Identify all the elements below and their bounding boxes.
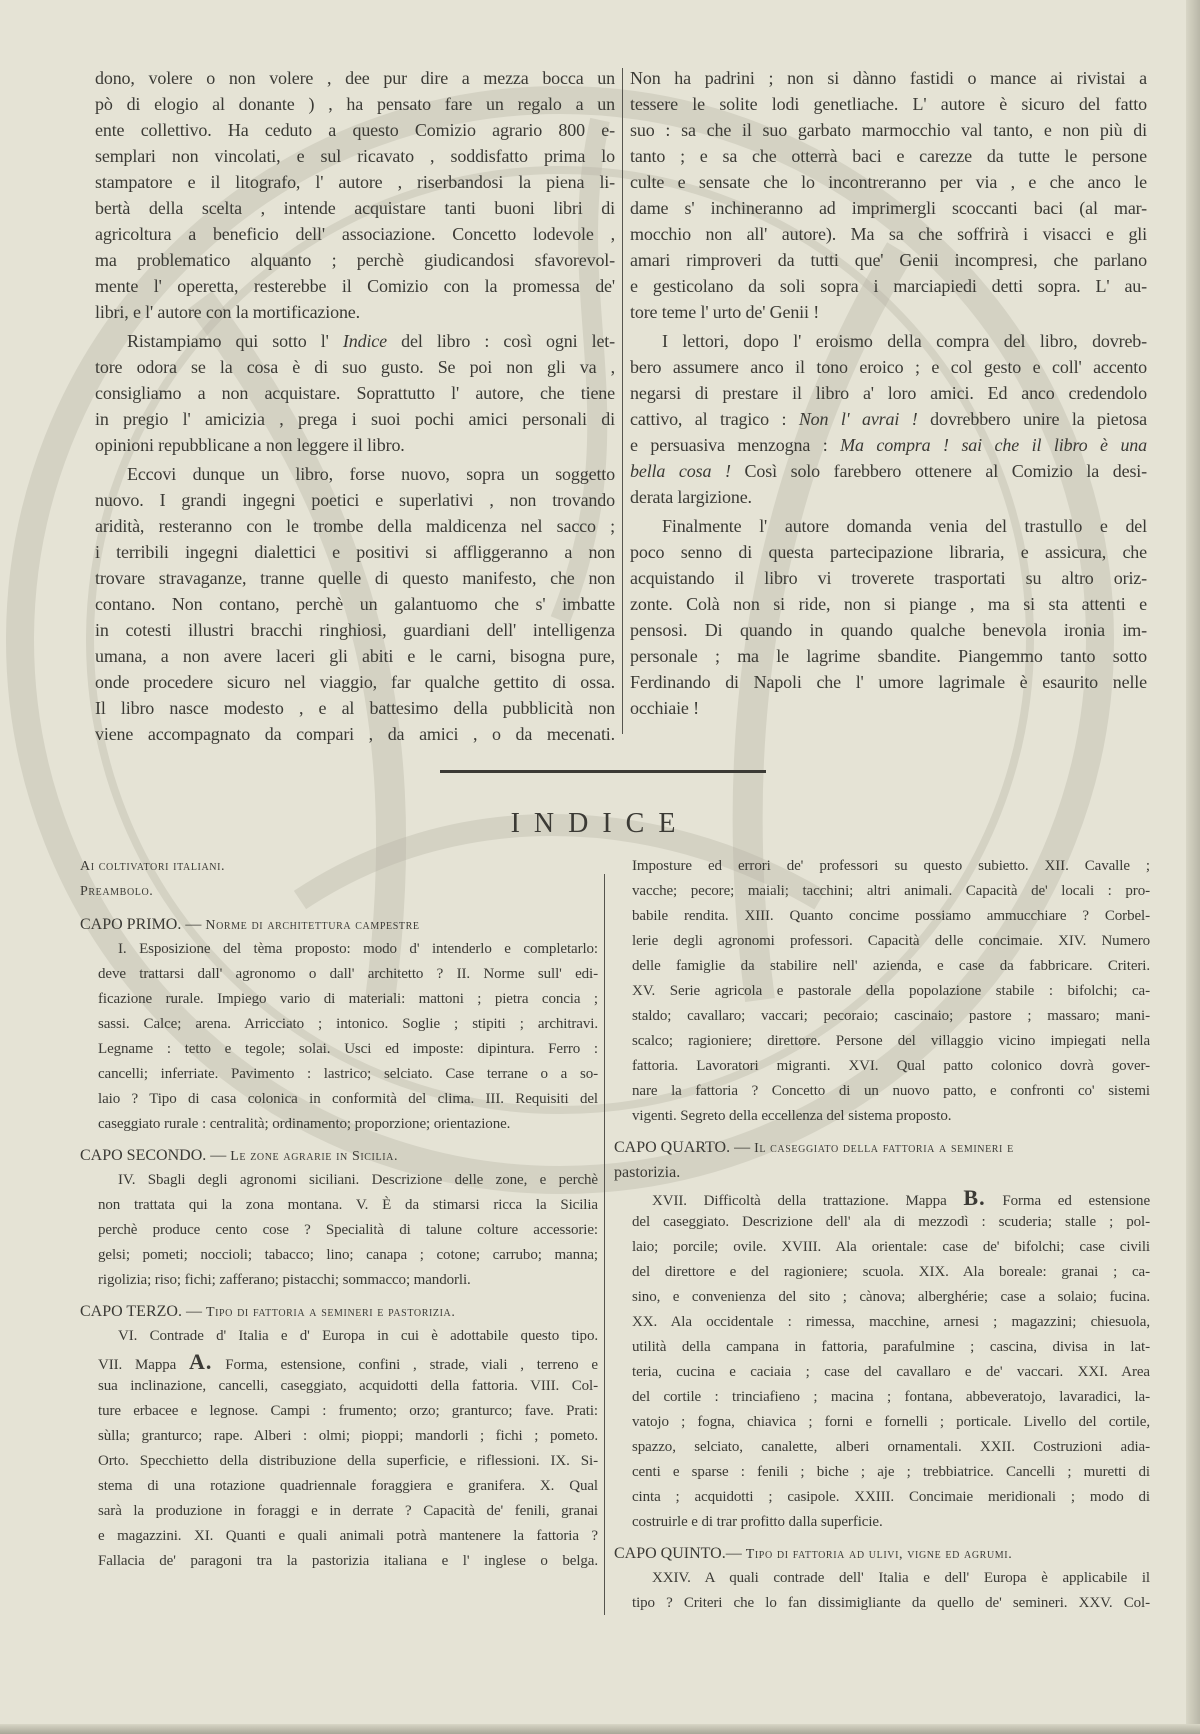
text-line: IV. Sbagli degli agronomi siciliani. Descrizione delle zone, e perchè — [118, 1172, 598, 1188]
text-line: scalco; ragioniere; direttore. Persone del villaggio vicino impiegati nella — [632, 1033, 1150, 1049]
text-line: XXIV. A quali contrade dell' Italia e dell' Europa è applicabile il — [652, 1570, 1150, 1586]
text-segment: Così solo farebbero ottenere al Comizio la desi- — [730, 461, 1147, 481]
text-line: rigolizia; riso; fichi; zafferano; pistacchi; sommacco; mandorli. — [98, 1272, 471, 1288]
text-line: tanto ; e sa che otterrà baci e carezze da tutte le persone — [630, 146, 1147, 166]
text-line: caseggiato rurale : centralità; ordinamento; proporzione; orientazione. — [98, 1116, 511, 1132]
text-line: mente l' operetta, resterebbe il Comizio con la promessa de' — [95, 276, 615, 296]
text-segment: dovrebbero unire la pietosa — [917, 409, 1147, 429]
text-line: Eccovi dunque un libro, forse nuovo, sopra un soggetto — [127, 464, 615, 484]
text-line: in pregio l' amicizia , prega i suoi pochi amici personali di — [95, 409, 615, 429]
italic-text: Ma compra ! sai che il libro è una — [840, 435, 1147, 455]
text-line: Finalmente l' autore domanda venia del trastullo e del — [662, 516, 1147, 536]
text-line: sarà la produzione in foraggi e in derrate ? Capacità de' fenili, granai — [98, 1503, 598, 1519]
text-line: personale ; ma le lagrime sbandite. Piangemmo tanto sotto — [630, 646, 1147, 666]
text-line — [98, 1349, 598, 1374]
text-line: umana, a non avere laceri gli abiti e le carni, bisogna pure, — [95, 646, 615, 666]
chapter-heading — [614, 1541, 1150, 1566]
text-line: pensosi. Di quando in quando qualche benevola ironia im- — [630, 620, 1147, 640]
text-line: dono, volere o non volere , dee pur dire a mezza bocca un — [95, 68, 615, 88]
text-line: utilità della campana in fattoria, parafulmine ; cascina, divisa in lat- — [632, 1339, 1150, 1355]
text-segment: del libro : così ogni let- — [386, 331, 616, 351]
paragraph — [98, 1168, 598, 1293]
italic-text: Non l' avrai ! — [798, 409, 918, 429]
text-line: amari rimproveri da tutti que' Genii incompresi, che parlano — [630, 250, 1147, 270]
column-divider — [622, 68, 623, 734]
text-line: ente collettivo. Ha ceduto a questo Comizio agrario 800 e- — [95, 120, 615, 140]
text-line: sino, e convenienza del sito ; cànova; alberghérie; case a solaio; fucina. — [632, 1289, 1150, 1305]
chapter-number: CAPO PRIMO. — — [80, 916, 206, 933]
text-line: tore teme l' urto de' Genii ! — [630, 302, 820, 322]
text-line: sassi. Calce; arena. Arricciato ; intonico. Soglie ; stipiti ; architravi. — [98, 1016, 598, 1032]
text-line: mocchio non all' autore). Ma sa che soffrirà i visacci e gli — [630, 224, 1147, 244]
text-line: ficazione rurale. Impiego vario di materiali: mattoni ; pietra concia ; — [98, 991, 598, 1007]
text-line: non trattata qui la zona montana. V. È da stimarsi ricca la Sicilia — [98, 1197, 598, 1213]
text-line: del caseggiato. Descrizione dell' ala di mezzodì : scuderia; stalle ; pol- — [632, 1214, 1150, 1230]
paragraph — [632, 854, 1150, 1129]
chapter-number: CAPO SECONDO. — — [80, 1147, 231, 1164]
text-line: i terribili ingegni dialettici e positivi si affliggeranno a non — [95, 542, 615, 562]
text-line: acquistando il libro vi troverete trasportati su altro oriz- — [630, 568, 1147, 588]
chapter-heading — [80, 912, 598, 937]
paragraph — [98, 1324, 598, 1574]
text-line: vatojo ; fogna, chiavica ; forni e fornelli ; porticale. Livello del cortile, — [632, 1414, 1150, 1430]
map-letter: A. — [189, 1349, 213, 1374]
text-line: in cotesti illustri bracchi ringhiosi, guardiani dell' intelligenza — [95, 620, 615, 640]
chapter-heading — [80, 1299, 598, 1324]
paragraph — [632, 1566, 1150, 1616]
text-line: viene accompagnato da compari , da amici , o da mecenati. — [95, 724, 615, 744]
chapter-title: Norme di architettura campestre — [205, 918, 420, 933]
text-line — [95, 328, 615, 354]
text-line: zonte. Colà non si ride, non si piange , ma si sta attenti e — [630, 594, 1147, 614]
text-line: tipo ? Criteri che lo fan dissimigliante da quello de' semineri. XXV. Col- — [632, 1595, 1150, 1611]
paragraph — [95, 328, 615, 458]
text-line: staldo; cavallaro; vaccari; pecoraio; cascinaio; pastore ; massaro; mani- — [632, 1008, 1150, 1024]
text-line: negarsi di prestare il libro a' loro amici. Ed anco credendolo — [630, 383, 1147, 403]
paragraph — [98, 937, 598, 1137]
text-line: sua inclinazione, cancelli, caseggiato, acquidotti della fattoria. VIII. Col- — [98, 1378, 598, 1394]
text-segment: Ristampiamo qui sotto l' — [127, 331, 343, 351]
page-edge — [1186, 0, 1200, 1734]
paragraph — [630, 65, 1147, 325]
text-line: suo : sa che il suo garbato marmocchio val tanto, e non più di — [630, 120, 1147, 140]
text-line: opinioni repubblicane a non leggere il libro. — [95, 435, 405, 455]
text-line: I. Esposizione del tèma proposto: modo d' intenderlo e completarlo: — [118, 941, 598, 957]
text-line: lerie degli agronomi professori. Capacità delle concimaie. XIV. Numero — [632, 933, 1150, 949]
text-line: vacche; pecore; maiali; tacchini; altri animali. Capacità de' locali : pro- — [632, 883, 1150, 899]
article-column-right — [630, 65, 1147, 724]
chapter-number: CAPO QUARTO. — — [614, 1139, 755, 1156]
text-segment: Forma, estensione, confini , strade, viali , terreno e — [212, 1357, 598, 1373]
article-column-left — [95, 65, 615, 750]
text-line: Il libro nasce modesto , e al battesimo della pubblicità non — [95, 698, 615, 718]
chapter-title: Il caseggiato della fattoria a semineri e — [754, 1141, 1014, 1156]
chapter-title: Tipo di fattoria ad ulivi, vigne ed agrumi. — [745, 1547, 1013, 1562]
text-line: costruirle e di trar profitto dalla superficie. — [632, 1514, 883, 1530]
text-line: Non ha padrini ; non si dànno fastidi o mance ai rivistai a — [630, 68, 1147, 88]
text-line: Imposture ed errori de' professori su questo subietto. XII. Cavalle ; — [632, 858, 1150, 874]
text-line: ture erbacee e legnose. Campi : frumento; orzo; granturco; fave. Prati: — [98, 1403, 598, 1419]
italic-text: bella cosa ! — [630, 461, 731, 481]
index-column-divider — [604, 874, 605, 1615]
section-rule — [440, 770, 766, 773]
text-line: vigenti. Segreto della eccellenza del sistema proposto. — [632, 1108, 952, 1124]
text-line: libri, e l' autore con la mortificazione. — [95, 302, 360, 322]
text-line: onde procedere sicuro nel viaggio, far qualche gettito di ossa. — [95, 672, 615, 692]
chapter-title: Tipo di fattoria a semineri e pastorizia. — [205, 1305, 456, 1320]
text-line: consigliamo a non acquistare. Soprattutto l' autore, che tiene — [95, 383, 615, 403]
text-line: spazzo, selciato, canalette, alberi ornamentali. XXII. Costruzioni adia- — [632, 1439, 1150, 1455]
chapter-number: CAPO TERZO. — — [80, 1303, 206, 1320]
text-line: fattoria. Lavoratori migranti. XVI. Qual patto colonico dovrà gover- — [632, 1058, 1150, 1074]
chapter-heading — [80, 1143, 598, 1168]
italic-text: Indice — [342, 331, 387, 351]
text-line: tessere le solite lodi genetliache. L' autore è sicuro del fatto — [630, 94, 1147, 114]
text-line: pò di elogio al donante ) , ha pensato fare un regalo a un — [95, 94, 615, 114]
text-line — [632, 1185, 1150, 1210]
index-entry: Preambolo. — [80, 884, 154, 899]
text-line: e magazzini. XI. Quanti e quali animali potrà mantenere la fattoria ? — [98, 1528, 598, 1544]
paragraph — [95, 65, 615, 325]
text-line: cinta ; acquidotti ; casipole. XXIII. Concimaie meridionali ; modo di — [632, 1489, 1150, 1505]
text-line: Fallacia de' paragoni tra la pastorizia italiana e l' inglese o belga. — [98, 1553, 598, 1569]
text-line: semplari non vincolati, e sul ricavato , soddisfatto prima lo — [95, 146, 615, 166]
text-line: e gesticolano da soli sopra i marciapiedi detti sopra. L' au- — [630, 276, 1147, 296]
text-line: dame s' inchineranno ad imprimergli scoccanti baci (al mar- — [630, 198, 1147, 218]
paragraph — [630, 328, 1147, 510]
paragraph — [632, 1185, 1150, 1535]
text-line: poco senno di questa partecipazione libraria, e assicura, che — [630, 542, 1147, 562]
text-line: laio; porcile; ovile. XVIII. Ala orientale: case de' bifolchi; case civili — [632, 1239, 1150, 1255]
text-line — [630, 406, 1147, 432]
text-line: deve trattarsi dall' agronomo o dall' architetto ? II. Norme sull' edi- — [98, 966, 598, 982]
text-line: stampatore e il litografo, l' autore , riserbandosi la piena li- — [95, 172, 615, 192]
text-line: delle famiglie da stabilire nell' azienda, e case da fabbricare. Criteri. — [632, 958, 1150, 974]
text-line: teria, cucina e caciaia ; case del cavallaro e de' vaccari. XXI. Area — [632, 1364, 1150, 1380]
text-line: Legname : tetto e tegole; solai. Usci ed imposte: dipintura. Ferro : — [98, 1041, 598, 1057]
page-edge-bottom — [0, 1724, 1200, 1734]
index-title: INDICE — [510, 808, 690, 839]
text-line: Ferdinando di Napoli che l' umore lagrimale è esaurito nelle — [630, 672, 1147, 692]
text-segment: VII. Mappa — [98, 1357, 190, 1373]
text-line: XX. Ala occidentale : rimessa, macchine, arnesi ; magazzini; chiesuola, — [632, 1314, 1150, 1330]
text-line: laio ? Tipo di casa colonica in conformità del clima. III. Requisiti del — [98, 1091, 598, 1107]
text-line: gelsi; pometi; noccioli; tabacco; lino; canapa ; cotone; carrubo; manna; — [98, 1247, 598, 1263]
text-line: del direttore e del ragioniere; scuola. XIX. Ala boreale: granai ; ca- — [632, 1264, 1150, 1280]
text-line — [630, 432, 1147, 458]
text-line: babile rendita. XIII. Quanto concime possiamo ammucchiare ? Corbel- — [632, 908, 1150, 924]
text-line: contano. Non contano, perchè un galantuomo che s' imbatte — [95, 594, 615, 614]
text-line: nare la fattoria ? Concetto di un nuovo patto, e confronti co' sistemi — [632, 1083, 1150, 1099]
text-line: sùlla; granturco; rape. Alberi : olmi; pioppi; mandorli ; fichi ; pometo. — [98, 1428, 598, 1444]
text-line: VI. Contrade d' Italia e d' Europa in cui è adottabile questo tipo. — [118, 1328, 598, 1344]
chapter-title: Le zone agrarie in Sicilia. — [230, 1149, 399, 1164]
text-line: culte e sensate che lo incontreranno per via , e che anco le — [630, 172, 1147, 192]
text-line: trovare stravaganze, tranne quelle di questo manifesto, che non — [95, 568, 615, 588]
index-column-left — [80, 854, 598, 1574]
text-line: tore odora se la cosa è di suo gusto. Se poi non gli va , — [95, 357, 615, 377]
text-segment: XVII. Difficoltà della trattazione. Mappa — [652, 1193, 964, 1209]
paragraph — [95, 461, 615, 747]
map-letter: B. — [963, 1185, 986, 1210]
text-line: cancelli; inferriate. Pavimento : lastrico; selciato. Case terrane o a so- — [98, 1066, 598, 1082]
text-line: nuovo. I grandi ingegni poetici e superlativi , non trovando — [95, 490, 615, 510]
text-line: Orto. Specchietto della distribuzione della superficie, e riflessioni. IX. Si- — [98, 1453, 598, 1469]
text-line — [630, 458, 1147, 484]
text-line: stema di una rotazione quadriennale foraggiera e granifera. X. Qual — [98, 1478, 598, 1494]
text-line: bertà della scelta , intende acquistare tanti buoni libri di — [95, 198, 615, 218]
text-line: perchè produce cento cose ? Specialità di talune colture accessorie: — [98, 1222, 598, 1238]
text-line: ma problematico alquanto ; perchè giudicandosi sfavorevol- — [95, 250, 615, 270]
text-line: I lettori, dopo l' eroismo della compra del libro, dovreb- — [662, 331, 1147, 351]
chapter-title-continued: pastorizia. — [614, 1164, 681, 1181]
chapter-number: CAPO QUINTO.— — [614, 1545, 746, 1562]
text-line: derata largizione. — [630, 487, 752, 507]
text-segment: Forma ed estensione — [985, 1193, 1151, 1209]
text-line: aridità, resteranno con le trombe della maldicenza nel sacco ; — [95, 516, 615, 536]
text-line: occhiaie ! — [630, 698, 699, 718]
text-line: agricoltura a beneficio dell' associazione. Concetto lodevole , — [95, 224, 615, 244]
text-line: centi e sparse : fenili ; biche ; aje ; trebbiatrice. Cancelli ; muretti di — [632, 1464, 1150, 1480]
text-line: bero assumere anco il tono eroico ; e col gesto e coll' accento — [630, 357, 1147, 377]
index-column-right — [614, 854, 1150, 1616]
index-entry: Ai coltivatori italiani. — [80, 859, 226, 874]
text-segment: e persuasiva menzogna : — [630, 435, 841, 455]
text-line: XV. Serie agricola e pastorale della popolazione stabile : bifolchi; ca- — [632, 983, 1150, 999]
chapter-heading — [614, 1135, 1150, 1160]
text-line: del cortile : trinciafieno ; macina ; fontana, abbeveratojo, lavaradici, la- — [632, 1389, 1150, 1405]
paragraph — [630, 513, 1147, 721]
text-segment: cattivo, al tragico : — [630, 409, 799, 429]
